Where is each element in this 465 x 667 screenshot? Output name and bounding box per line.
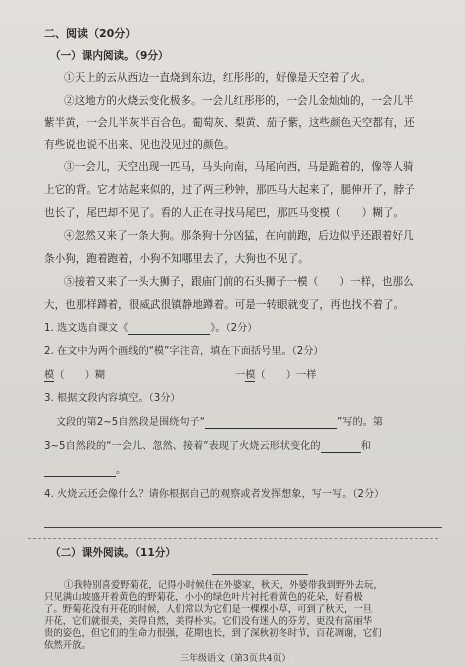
q3-blank-3[interactable] [44,465,116,477]
part2-title: （二）课外阅读。（11分） [50,547,176,559]
question-1 [44,322,258,335]
section-divider [28,538,438,539]
question-2: 2. 在文中为两个画线的“模”字注音，填在下面括号里。（2分） [44,346,324,357]
passage-p4-line2: 条小狗，跑着跑着，小狗不知哪里去了，大狗也不见了。 [44,253,309,265]
question-4: 4. 火烧云还会像什么？请你根据自己的观察或者发挥想象，写一写。（2分） [44,489,385,500]
q3-blank-1[interactable] [205,417,337,429]
passage-p3-line1: ③一会儿，天空出现一匹马，马头向南，马尾向西，马是跪着的，像等人骑 [64,161,414,173]
q2-a-char: 模 [44,370,55,381]
q3-l1-text: 文段的第2~5自然段是围绕句子“ [56,417,206,428]
page-footer: 三年级语文（第3页共4页） [176,653,294,666]
passage-p3-line3: 也长了，尾巴却不见了。看的人正在寻找马尾巴，那匹马变模（ ）糊了。 [44,207,405,219]
q2-b-prefix: 一 [235,370,246,381]
q3-l1-end: ”写的。第 [337,417,384,428]
question-3: 3. 根据文段内容填空。（3分） [44,393,181,404]
passage-p2-line3: 有些说也说不出来、见也没见过的颜色。 [44,139,235,151]
extra-p1-line3: 了。野菊花没有开花的时候，人们常以为它们是一棵棵小草，可到了秋天，一旦 [44,604,373,615]
question-1-close: 》。（2分） [210,323,258,334]
q3-l3-end: 。 [116,465,127,476]
extra-p1-line2: 只见满山坡盛开着黄色的野菊花，小小的绿色叶片衬托着黄色的花朵，好看极 [44,592,363,603]
extra-p1-line1: ①我特别喜爱野菊花，记得小时候住在外婆家，秋天，外婆带我到野外去玩， [64,580,383,591]
passage-p1: ①天上的云从西边一直烧到东边，红彤彤的，好像是天空着了火。 [64,72,372,84]
q3-line2 [44,440,371,453]
q3-line1 [56,416,383,429]
q2-item-a [44,369,105,382]
part1-title: （一）课内阅读。（9分） [50,50,169,62]
passage-p5-line2: 大，也那样蹲着，很威武很镇静地蹲着。可是一转眼就变了，再也找不着了。 [44,299,405,311]
q2-item-b [235,369,317,382]
extra-p1-line4: 开花，它们就很美，美得自然，美得朴实。它们没有迷人的芬芳，更没有富丽华 [44,616,373,627]
passage-p5-line1: ⑤接着又来了一头大狮子，跟庙门前的石头狮子一模（ ）一样，也那么 [64,276,414,288]
q2-b-blank[interactable]: （ ）一样 [255,370,317,381]
extra-p1-line6: 依然开放。 [44,640,91,651]
question-1-text: 1. 选文选自课文《 [44,323,129,334]
q2-b-char: 模 [245,370,256,381]
q3-l2-text: 3~5自然段的“一会儿、忽然、接着”表现了火烧云形状变化的 [44,441,321,452]
q3-line3 [44,464,126,477]
q2-a-blank[interactable]: （ ）糊 [54,370,106,381]
title-blank[interactable] [212,574,308,575]
passage-p2-line1: ②这地方的火烧云变化极多。一会儿红彤彤的，一会儿金灿灿的，一会儿半 [64,95,414,107]
extra-p1-line5: 贵的姿色，但它们的生命力很强，花期也长，到了深秋初冬时节，百花凋谢，它们 [44,628,382,639]
q3-l2-end: 和 [360,441,371,452]
passage-p2-line2: 紫半黄，一会儿半灰半百合色。葡萄灰、梨黄、茄子紫，这些颜色天空都有，还 [44,117,415,129]
q1-answer-blank[interactable] [128,323,210,335]
q3-blank-2[interactable] [321,441,361,453]
section-title: 二、阅读（20分） [44,27,137,40]
passage-p3-line2: 上它的背。它才站起来似的，过了两三秒钟，那匹马大起来了，腿伸开了，脖子 [44,184,415,196]
passage-p4-line1: ④忽然又来了一条大狗。那条狗十分凶猛，在向前跑，后边似乎还跟着好几 [64,230,414,242]
q4-answer-line[interactable] [44,527,442,528]
